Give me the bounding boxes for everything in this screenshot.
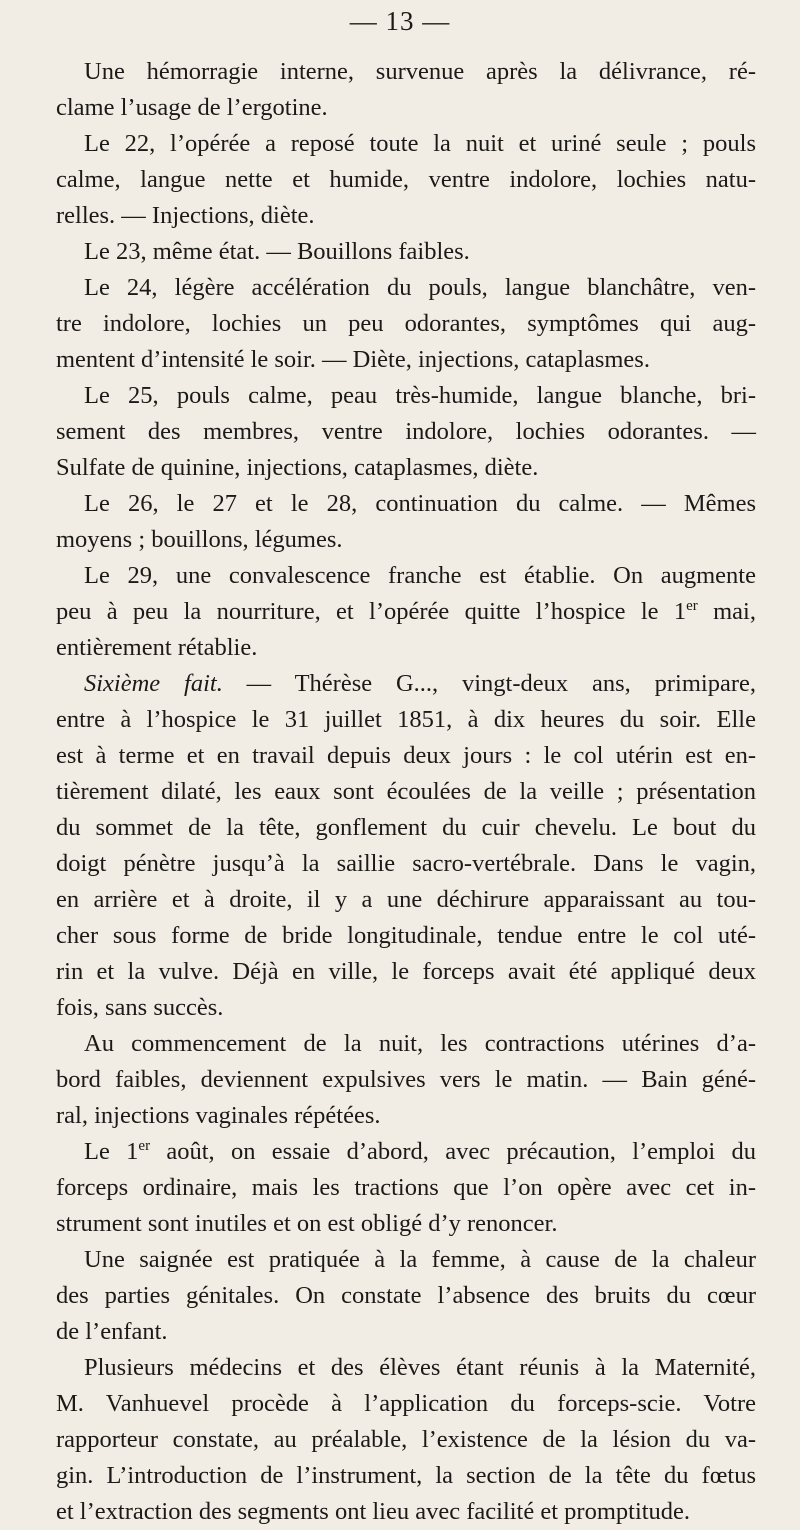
text-line: Une saignée est pratiquée à la femme, à cause de la chaleur (84, 1246, 756, 1273)
text-segment: — Thérèse G..., vingt-deux ans, primipare, (222, 670, 756, 697)
text-line: du sommet de la tête, gonflement du cuir chevelu. Le bout du (56, 814, 756, 841)
text-line: relles. — Injections, diète. (56, 202, 315, 229)
text-segment: peu à peu la nourriture, et l’opérée quitte l’hospice le 1 (56, 598, 687, 625)
text-line: Le 26, le 27 et le 28, continuation du calme. — Mêmes (84, 490, 756, 517)
text-line: mentent d’intensité le soir. — Diète, injections, cataplasmes. (56, 346, 650, 373)
text-line: Le 22, l’opérée a reposé toute la nuit et uriné seule ; pouls (84, 130, 756, 157)
text-line: rin et la vulve. Déjà en ville, le forceps avait été appliqué deux (56, 958, 756, 985)
text-line: Le 29, une convalescence franche est établie. On augmente (84, 562, 756, 589)
body-text (56, 54, 756, 1530)
text-line: fois, sans succès. (56, 994, 224, 1021)
text-segment: Le 1 (84, 1138, 139, 1165)
text-line: M. Vanhuevel procède à l’application du forceps-scie. Votre (56, 1390, 756, 1417)
text-line: rapporteur constate, au préalable, l’existence de la lésion du va- (56, 1426, 756, 1453)
text-line: Le 24, légère accélération du pouls, langue blanchâtre, ven- (84, 274, 756, 301)
text-line: ral, injections vaginales répétées. (56, 1102, 381, 1129)
text-line: et l’extraction des segments ont lieu avec facilité et promptitude. (56, 1498, 691, 1525)
text-segment: mai, (697, 598, 756, 625)
text-line: calme, langue nette et humide, ventre indolore, lochies natu- (56, 166, 756, 193)
text-line: tre indolore, lochies un peu odorantes, symptômes qui aug- (56, 310, 756, 337)
paragraph (56, 1350, 756, 1530)
text-line: Le 25, pouls calme, peau très-humide, langue blanche, bri- (84, 382, 756, 409)
paragraph (56, 486, 756, 558)
text-line: en arrière et à droite, il y a une déchirure apparaissant au tou- (56, 886, 756, 913)
text-line: est à terme et en travail depuis deux jours : le col utérin est en- (56, 742, 756, 769)
paragraph (56, 1026, 756, 1134)
text-line: clame l’usage de l’ergotine. (56, 94, 328, 121)
text-line: strument sont inutiles et on est obligé d’y renoncer. (56, 1210, 558, 1237)
paragraph (56, 378, 756, 486)
text-line: tièrement dilaté, les eaux sont écoulées de la veille ; présentation (56, 778, 756, 805)
text-line: cher sous forme de bride longitudinale, tendue entre le col uté- (56, 922, 756, 949)
text-line: de l’enfant. (56, 1318, 168, 1345)
text-line: sement des membres, ventre indolore, lochies odorantes. — (56, 418, 756, 445)
paragraph (56, 558, 756, 666)
paragraph (56, 126, 756, 234)
text-line: Au commencement de la nuit, les contractions utérines d’a- (84, 1030, 756, 1057)
paragraph (56, 234, 756, 270)
text-line: doigt pénètre jusqu’à la saillie sacro-vertébrale. Dans le vagin, (56, 850, 756, 877)
superscript: er (138, 1138, 151, 1154)
text-line: forceps ordinaire, mais les tractions que l’on opère avec cet in- (56, 1174, 756, 1201)
text-line (56, 594, 756, 630)
text-line (56, 1134, 756, 1170)
text-line: Une hémorragie interne, survenue après la délivrance, ré- (84, 58, 756, 85)
paragraph (56, 1134, 756, 1242)
text-line: entre à l’hospice le 31 juillet 1851, à dix heures du soir. Elle (56, 706, 756, 733)
text-segment: août, on essaie d’abord, avec précaution, l’emploi du (150, 1138, 757, 1165)
text-line: bord faibles, deviennent expulsives vers le matin. — Bain géné- (56, 1066, 756, 1093)
paragraph (56, 666, 756, 1026)
text-line: Le 23, même état. — Bouillons faibles. (84, 238, 470, 265)
paragraph (56, 1242, 756, 1350)
section-title: Sixième fait. (84, 670, 223, 697)
text-line: des parties génitales. On constate l’absence des bruits du cœur (56, 1282, 756, 1309)
paragraph (56, 270, 756, 378)
superscript: er (686, 598, 698, 614)
text-line (56, 666, 756, 702)
paragraph (56, 54, 756, 126)
text-line: gin. L’introduction de l’instrument, la section de la tête du fœtus (56, 1462, 756, 1489)
page-number-header: — 13 — (349, 6, 451, 36)
text-line: moyens ; bouillons, légumes. (56, 526, 343, 553)
text-line: Plusieurs médecins et des élèves étant réunis à la Maternité, (84, 1354, 756, 1381)
text-line: Sulfate de quinine, injections, cataplasmes, diète. (56, 454, 539, 481)
text-line: entièrement rétablie. (56, 634, 258, 661)
